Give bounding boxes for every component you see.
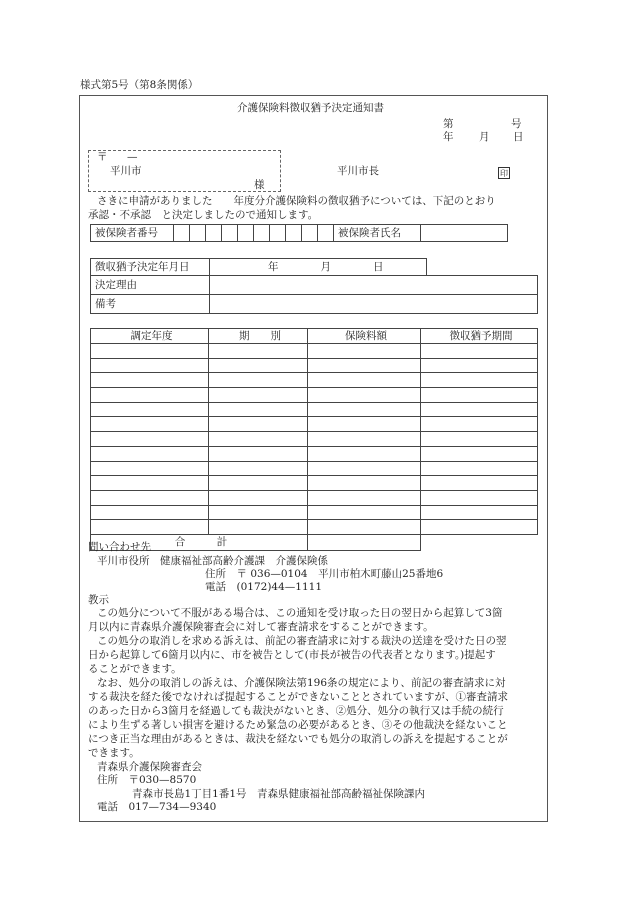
review-board-name: 青森県介護保険審査会	[97, 761, 202, 773]
decision-table	[90, 258, 538, 314]
table-row	[91, 432, 538, 447]
table-row	[91, 373, 538, 388]
insured-number-digit[interactable]	[174, 225, 190, 242]
insured-number-digit[interactable]	[318, 225, 334, 242]
history-total-spacer	[421, 534, 538, 550]
insured-number-digit[interactable]	[190, 225, 206, 242]
instruction-line: 日から起算して6箇月以内に、市を被告として(市長が被告の代表者となります。)提起す	[88, 649, 496, 661]
instruction-line: できます。	[88, 747, 140, 759]
history-header-period: 期 別	[209, 329, 308, 344]
date-month: 月	[479, 131, 490, 143]
decision-date-label: 徴収猶予決定年月日	[91, 259, 210, 276]
instruction-line: 月以内に青森県介護保険審査会に対して審査請求をすることができます。	[88, 621, 434, 633]
intro-line-2: 承認・不承認 と決定しましたので通知します。	[88, 209, 319, 221]
doc-no-go: 号	[511, 118, 522, 130]
official-seal: 印	[500, 169, 508, 178]
table-row	[91, 388, 538, 403]
decision-date-spacer	[427, 259, 538, 276]
decision-reason-label: 決定理由	[91, 276, 210, 295]
contact-heading: 問い合わせ先	[88, 541, 151, 553]
table-row	[91, 520, 538, 535]
instruction-line: この処分について不服がある場合は、この通知を受け取った日の翌日から起算して3箇	[97, 607, 503, 619]
insured-number-digit[interactable]	[302, 225, 318, 242]
table-row	[91, 490, 538, 505]
insured-name-label: 被保険者氏名	[334, 225, 421, 242]
table-row	[91, 476, 538, 491]
history-header-year: 調定年度	[91, 329, 209, 344]
insured-name-field[interactable]	[421, 225, 508, 242]
instruction-heading: 教示	[88, 594, 109, 606]
table-row	[91, 358, 538, 373]
recipient-honorific: 様	[254, 179, 265, 191]
insured-number-digit[interactable]	[238, 225, 254, 242]
table-row	[91, 461, 538, 476]
instruction-line: する裁決を経た後でなければ提起することができないこととされていますが、①審査請求	[88, 691, 508, 703]
date-day: 日	[513, 131, 524, 143]
insured-number-digit[interactable]	[206, 225, 222, 242]
contact-office: 平川市役所 健康福祉部高齢介護課 介護保険係	[97, 555, 328, 567]
remarks-field[interactable]	[210, 295, 538, 314]
table-row	[91, 402, 538, 417]
contact-address: 住所 〒 036—0104 平川市柏木町藤山25番地6	[205, 568, 444, 580]
recipient-city: 平川市	[110, 165, 142, 177]
history-total-row	[91, 534, 538, 550]
remarks-label: 備考	[91, 295, 210, 314]
review-board-address: 青森市長島1丁目1番1号 青森県健康福祉部高齢福祉保険課内	[132, 788, 426, 800]
instruction-line: この処分の取消しを求める訴えは、前記の審査請求に対する裁決の送達を受けた日の翌	[97, 635, 507, 647]
postal-mark: 〒	[97, 151, 108, 163]
instruction-line: につき正当な理由があるときは、裁決を経ないでも処分の取消しの訴えを提起することが	[88, 733, 508, 745]
mayor-name: 平川市長	[337, 165, 379, 177]
postal-dash: —	[127, 151, 138, 163]
insured-number-digit[interactable]	[254, 225, 270, 242]
instruction-line: により生ずる著しい損害を避けるため緊急の必要があるとき、③その他裁決を経ないこと	[88, 719, 508, 731]
insured-table	[90, 224, 508, 242]
document-title: 介護保険料徴収猶予決定通知書	[237, 102, 384, 114]
table-row	[91, 505, 538, 520]
instruction-line: なお、処分の取消しの訴えは、介護保険法第196条の規定により、前記の審査請求に対	[97, 677, 506, 689]
history-table	[90, 328, 538, 551]
form-number: 様式第5号（第8条関係）	[80, 79, 199, 91]
history-header-amount: 保険料額	[308, 329, 421, 344]
instruction-line: のあった日から3箇月を経過しても裁決がないとき、②処分、処分の執行又は手続の続行	[88, 705, 504, 717]
intro-line-1: さきに申請がありました 年度分介護保険料の徴収猶予については、下記のとおり	[97, 195, 496, 207]
review-board-postal: 住所 〒030—8570	[97, 774, 197, 786]
review-board-phone: 電話 017—734—9340	[97, 801, 217, 813]
insured-number-digit[interactable]	[222, 225, 238, 242]
decision-date-value[interactable]: 年 月 日	[210, 259, 427, 276]
table-row	[91, 446, 538, 461]
insured-number-label: 被保険者番号	[91, 225, 174, 242]
history-total-label: 合 計	[91, 534, 308, 550]
table-row	[91, 417, 538, 432]
decision-reason-field[interactable]	[210, 276, 538, 295]
table-row	[91, 344, 538, 359]
doc-no-dai: 第	[443, 118, 454, 130]
instruction-line: ることができます。	[88, 663, 182, 675]
date-year: 年	[443, 131, 454, 143]
history-total-amount[interactable]	[308, 534, 421, 550]
insured-number-digit[interactable]	[270, 225, 286, 242]
contact-phone: 電話 (0172)44—1111	[205, 581, 322, 593]
history-header-deferral: 徴収猶予期間	[421, 329, 538, 344]
insured-number-digit[interactable]	[286, 225, 302, 242]
